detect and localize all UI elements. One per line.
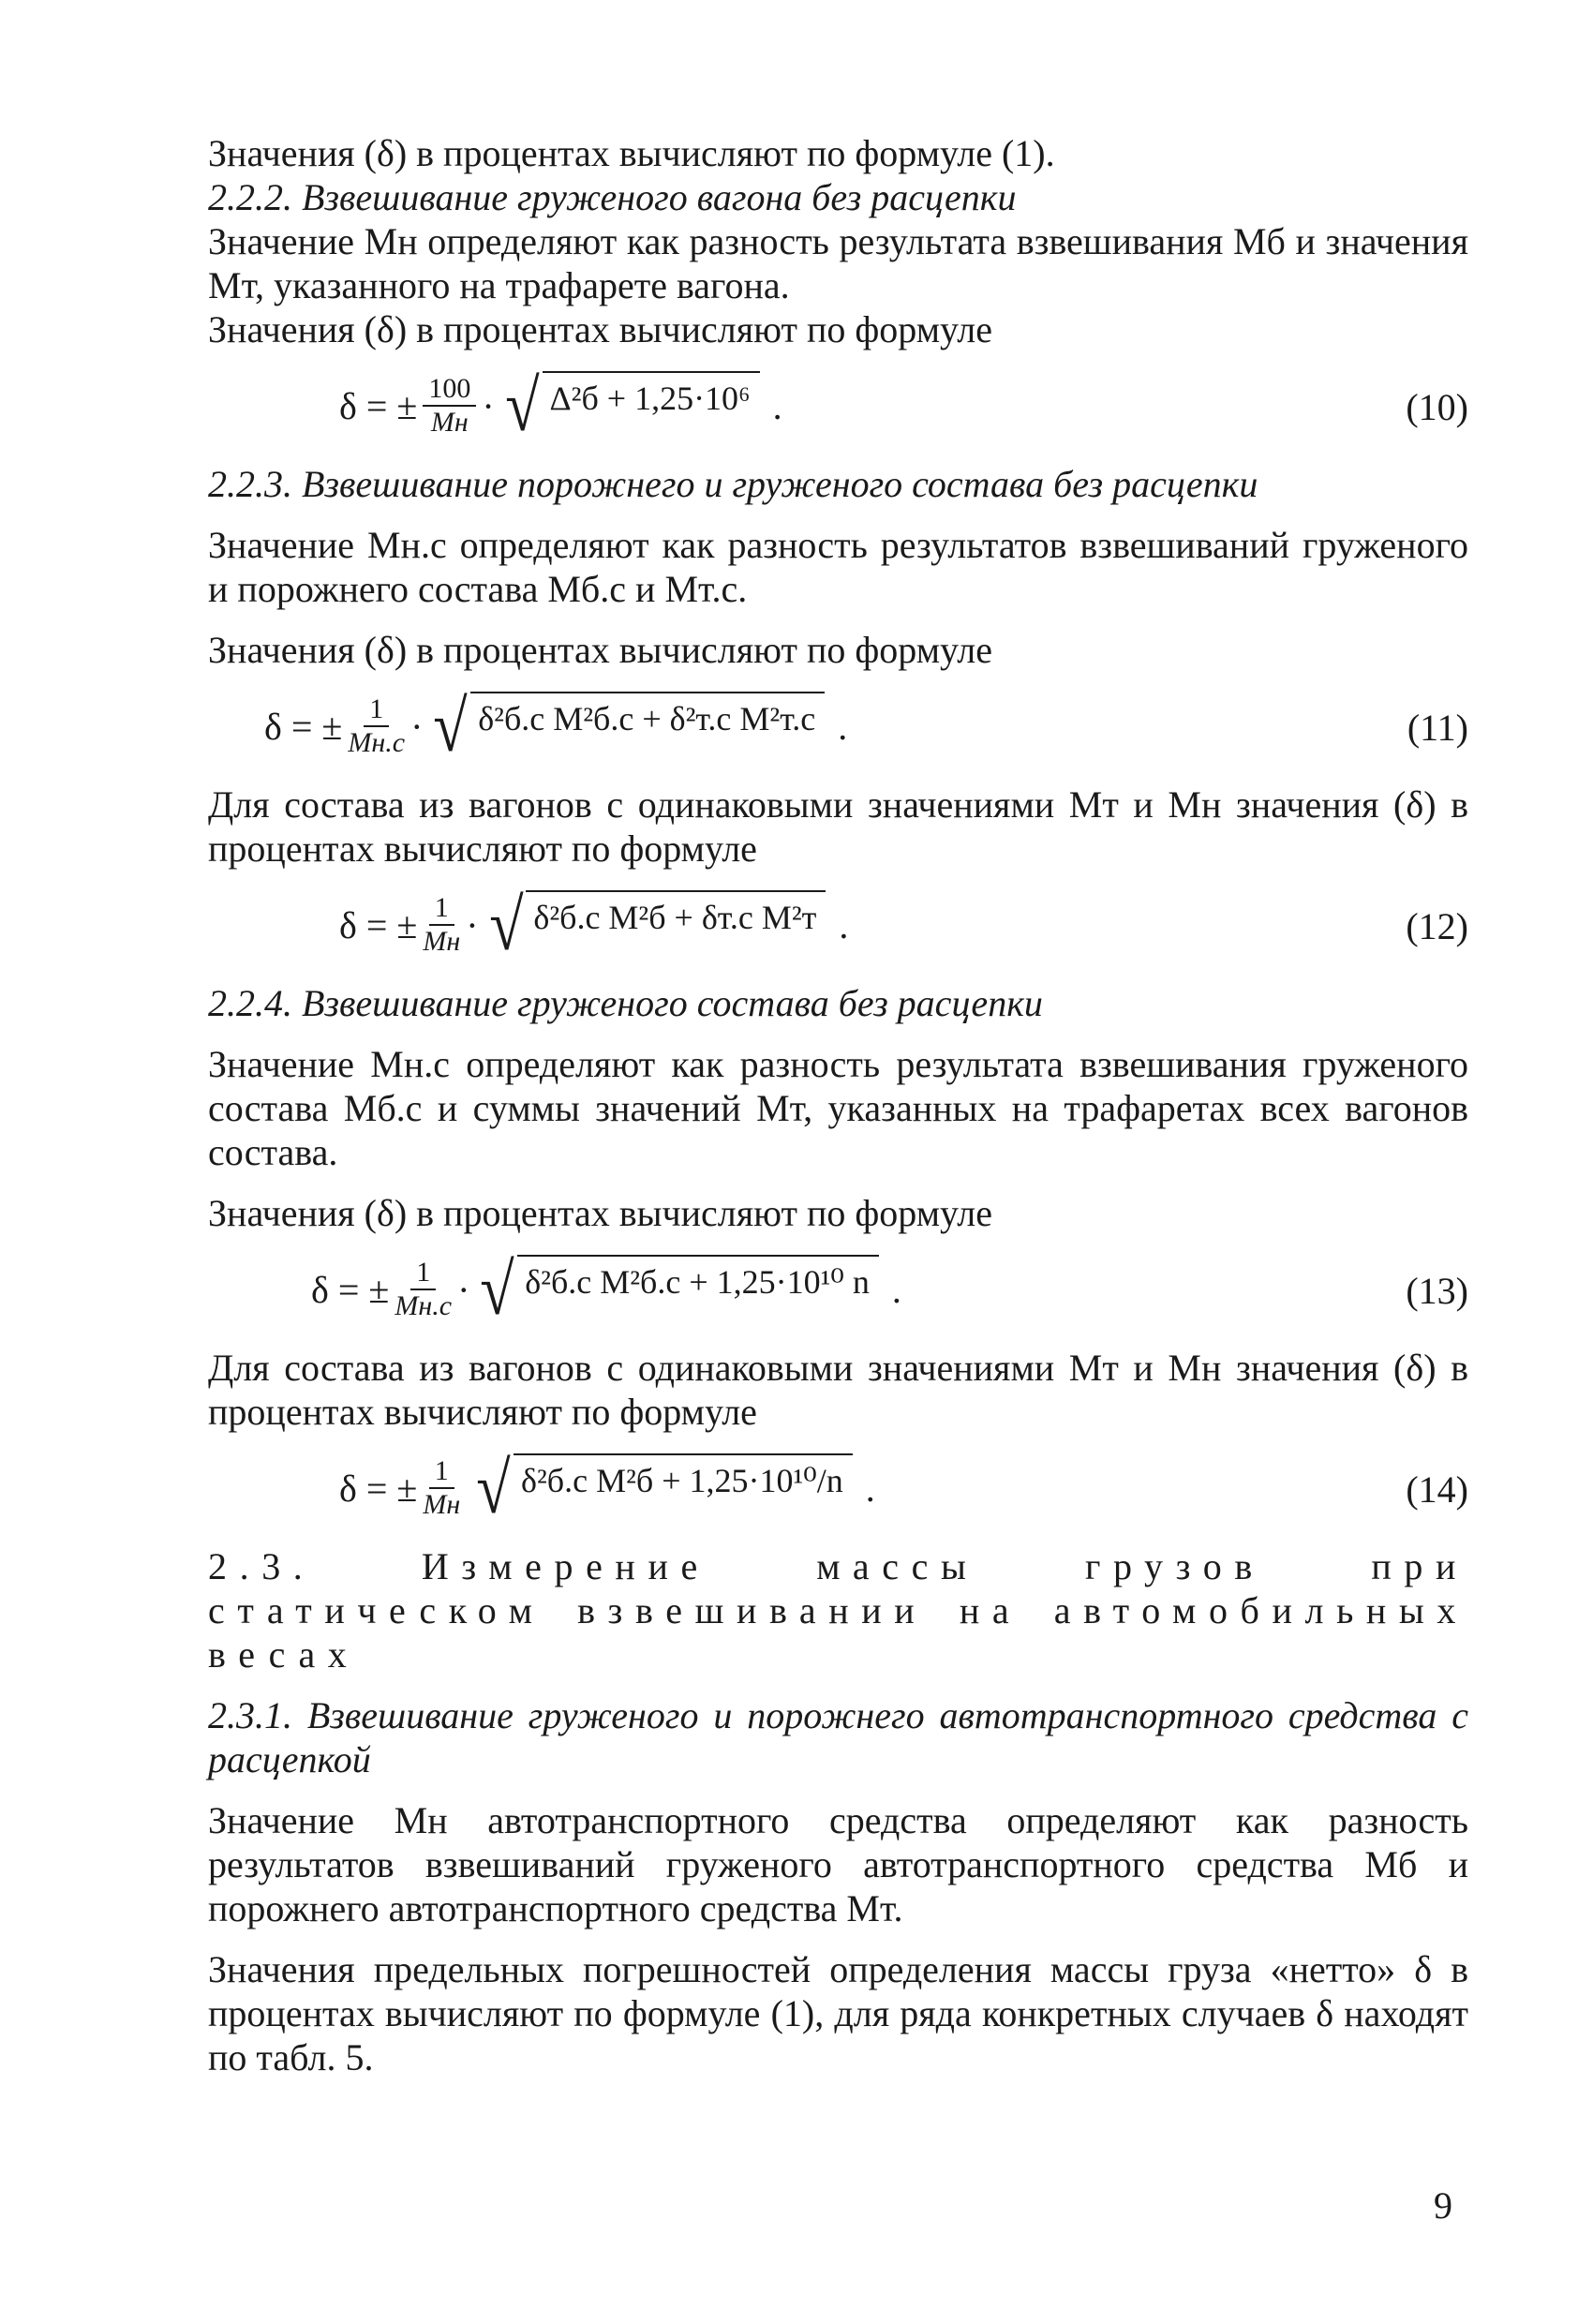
square-root: √ δ²б.с М²б.с + δ²т.с М²т.с bbox=[430, 690, 825, 763]
formula-lhs: δ = ± bbox=[339, 384, 418, 427]
formula-tail: . bbox=[838, 705, 848, 748]
fraction-denominator: Мн bbox=[423, 1489, 461, 1520]
formula-lhs: δ = ± bbox=[339, 1467, 418, 1510]
formula-tail: . bbox=[865, 1467, 875, 1510]
formula-tail: . bbox=[891, 1268, 901, 1311]
square-root: √ δ²б.с М²б + 1,25·10¹⁰/n bbox=[473, 1452, 853, 1525]
formula-lhs: δ = ± bbox=[311, 1268, 390, 1311]
formula-lhs: δ = ± bbox=[339, 903, 418, 946]
fraction-denominator: Мн.с bbox=[348, 727, 406, 758]
document-page bbox=[208, 131, 1468, 2079]
paragraph: Значение Мн.с определяют как разность результатов взвешиваний груженого и порожнего состава Мб.с и Мт.с. bbox=[208, 524, 1468, 610]
section-heading-2-2-4: 2.2.4. Взвешивание груженого состава без расцепки bbox=[208, 982, 1043, 1024]
fraction-numerator: 1 bbox=[429, 892, 454, 926]
square-root: √ δ²б.с М²б + δт.с М²т bbox=[486, 888, 826, 961]
fraction bbox=[348, 693, 405, 759]
formula-lhs: δ = ± bbox=[264, 705, 343, 748]
formula-14 bbox=[208, 1441, 1468, 1535]
fraction-numerator: 1 bbox=[429, 1455, 454, 1489]
fraction bbox=[423, 1455, 460, 1521]
section-heading-2-2-2: 2.2.2. Взвешивание груженого вагона без расцепки bbox=[208, 176, 1017, 218]
section-heading-2-2-3: 2.2.3. Взвешивание порожнего и груженого состава без расцепки bbox=[208, 463, 1258, 505]
paragraph: Значение Мн определяют как разность результата взвешивания Мб и значения Мт, указанного на трафарете вагона. bbox=[208, 220, 1468, 306]
page-number: 9 bbox=[1434, 2184, 1452, 2227]
radicand: δ²б.с М²б + 1,25·10¹⁰/n bbox=[514, 1453, 853, 1503]
square-root: √ Δ²б + 1,25·10⁶ bbox=[502, 369, 760, 442]
equation-number: (14) bbox=[1406, 1468, 1468, 1511]
formula-13: δ = ± $\frac{1}{Мн.с}$ · √ δ²б.с М²б.с + 1,25·10¹⁰ n . (13) bbox=[311, 1248, 1468, 1330]
section-heading-2-3: 2.3. Измерение массы грузов при статическом взвешивании на автомобильных весах bbox=[208, 1545, 1468, 1676]
fraction-numerator: 1 bbox=[410, 1257, 436, 1290]
equation-number: (11) bbox=[1407, 707, 1468, 749]
paragraph: Значения предельных погрешностей определения массы груза «нетто» δ в процентах вычисляют по формуле (1), для ряда конкретных случаев δ находят по табл. 5. bbox=[208, 1948, 1468, 2078]
formula-10: δ = ± $\frac{100}{Мн}$ · √ Δ²б + 1,25·10⁶ . (10) bbox=[339, 365, 1468, 446]
radicand: δ²б.с М²б.с + δ²т.с М²т.с bbox=[470, 692, 825, 741]
fraction-denominator: Мн bbox=[430, 407, 469, 438]
radicand: δ²б.с М²б + δт.с М²т bbox=[526, 890, 826, 940]
paragraph: Значение Мн автотранспортного средства определяют как разность результатов взвешиваний груженого автотранспортного средства Мб и порожнего автотранспортного средства Мт. bbox=[208, 1799, 1468, 1929]
equation-number: (13) bbox=[1406, 1270, 1468, 1312]
paragraph: Для состава из вагонов с одинаковыми значениями Мт и Мн значения (δ) в процентах вычисляют по формуле bbox=[208, 783, 1468, 870]
fraction bbox=[423, 373, 476, 439]
paragraph: Значения (δ) в процентах вычисляют по формуле bbox=[208, 629, 992, 671]
paragraph: Значения (δ) в процентах вычисляют по формуле bbox=[208, 1192, 992, 1234]
radicand: Δ²б + 1,25·10⁶ bbox=[543, 371, 760, 421]
paragraph: Значение Мн.с определяют как разность результата взвешивания груженого состава Мб.с и суммы значений Мт, указанных на трафаретах всех вагонов состава. bbox=[208, 1043, 1468, 1173]
formula-tail: . bbox=[772, 384, 782, 427]
square-root: √ δ²б.с М²б.с + 1,25·10¹⁰ n bbox=[477, 1253, 878, 1326]
fraction-numerator: 100 bbox=[423, 373, 476, 407]
fraction-denominator: Мн.с bbox=[395, 1290, 453, 1321]
fraction-numerator: 1 bbox=[364, 693, 389, 727]
fraction bbox=[395, 1257, 452, 1322]
paragraph: Для состава из вагонов с одинаковыми значениями Мт и Мн значения (δ) в процентах вычисляют по формуле bbox=[208, 1347, 1468, 1433]
fraction-denominator: Мн bbox=[423, 926, 461, 957]
equation-number: (10) bbox=[1406, 386, 1468, 428]
formula-tail: . bbox=[839, 903, 849, 946]
fraction bbox=[423, 892, 460, 958]
formula-11: δ = ± $\frac{1}{Мн.с}$ · √ δ²б.с М²б.с + δ²т.с М²т.с . (11) bbox=[264, 685, 1468, 767]
paragraph: Значения (δ) в процентах вычисляют по формуле (1). bbox=[208, 132, 1055, 174]
formula-12: δ = ± $\frac{1}{Мн}$ · √ δ²б.с М²б + δт.с М²т . (12) bbox=[339, 884, 1468, 965]
paragraph: Значения (δ) в процентах вычисляют по формуле bbox=[208, 308, 992, 350]
equation-number: (12) bbox=[1406, 905, 1468, 947]
radicand: δ²б.с М²б.с + 1,25·10¹⁰ n bbox=[517, 1255, 879, 1304]
section-heading-2-3-1: 2.3.1. Взвешивание груженого и порожнего автотранспортного средства с расцепкой bbox=[208, 1694, 1468, 1780]
